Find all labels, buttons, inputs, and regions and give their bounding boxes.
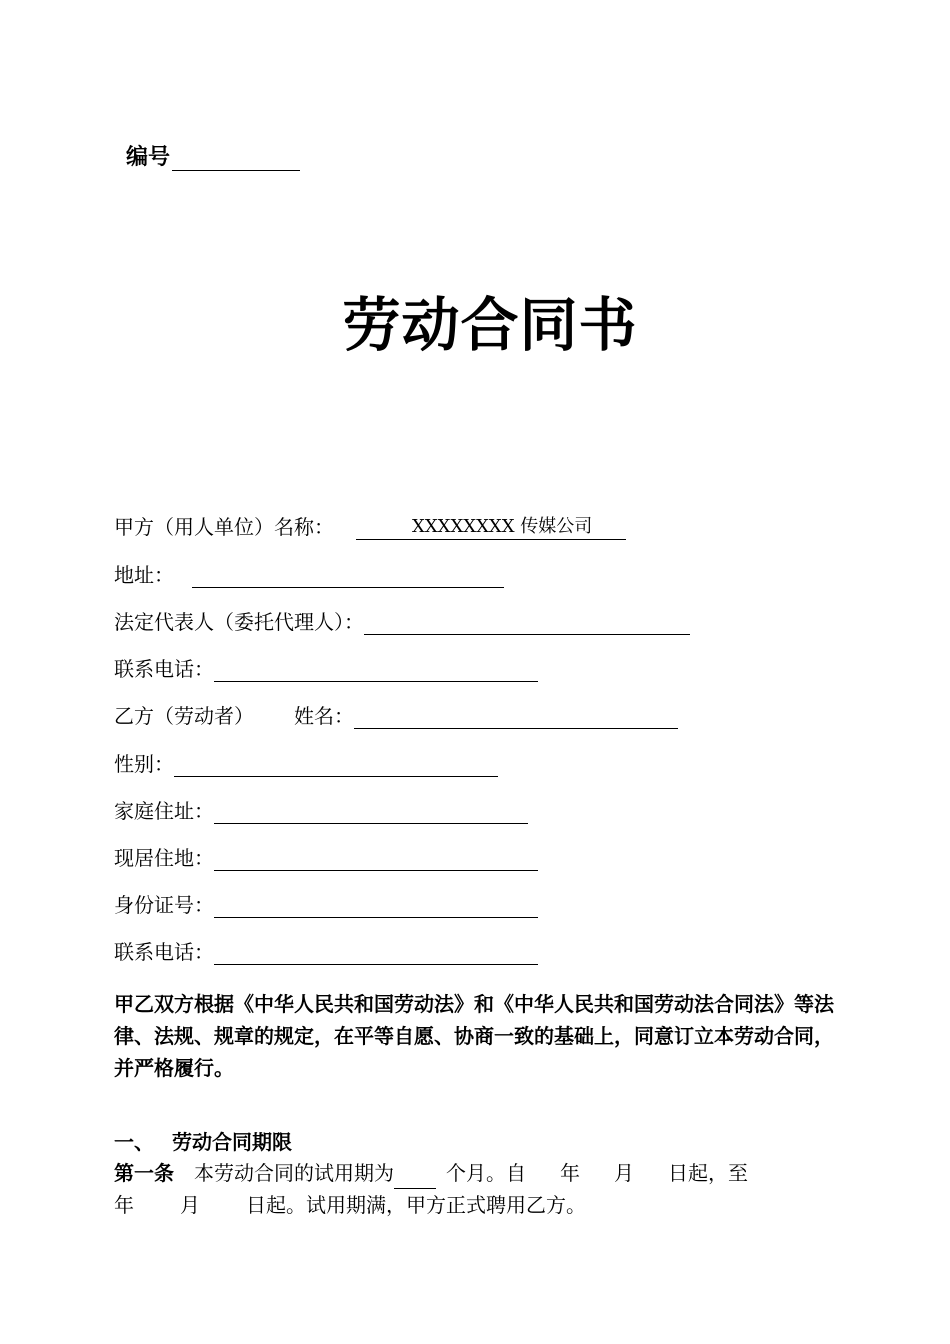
- month-2: 月: [180, 1193, 200, 1217]
- party-a-name-label: 甲方（用人单位）名称：: [114, 515, 334, 539]
- phone-b-blank[interactable]: [214, 942, 538, 965]
- document-number-label: 编号: [126, 145, 171, 170]
- id-number-label: 身份证号：: [114, 893, 214, 917]
- phone-b-label: 联系电话：: [114, 940, 214, 964]
- section-1-heading: [114, 1126, 292, 1155]
- day-1: 日起，至: [668, 1161, 748, 1185]
- section-1-title: 劳动合同期限: [172, 1130, 292, 1154]
- article-1-text-c: 日起。试用期满，甲方正式聘用乙方。: [246, 1193, 586, 1217]
- article-1-text-b: 个月。自: [446, 1161, 526, 1185]
- document-number: [126, 140, 300, 171]
- article-1: [114, 1157, 834, 1221]
- current-address-field: [114, 845, 538, 871]
- home-address-label: 家庭住址：: [114, 799, 214, 823]
- phone-b-field: [114, 939, 538, 965]
- section-1-number: 一、: [114, 1130, 154, 1154]
- current-address-label: 现居住地：: [114, 846, 214, 870]
- phone-a-field: [114, 656, 538, 682]
- party-b-label: 乙方（劳动者）: [114, 704, 254, 728]
- intro-paragraph: 甲乙双方根据《中华人民共和国劳动法》和《中华人民共和国劳动法合同法》等法律、法规、规章的规定，在平等自愿、协商一致的基础上，同意订立本劳动合同，并严格履行。: [114, 992, 834, 1080]
- home-address-blank[interactable]: [214, 801, 528, 824]
- legal-rep-blank[interactable]: [364, 612, 690, 635]
- party-a-name-value[interactable]: XXXXXXXX 传媒公司: [356, 515, 626, 540]
- gender-blank[interactable]: [174, 754, 498, 777]
- month-1: 月: [614, 1161, 634, 1185]
- address-field: [114, 562, 504, 588]
- address-label: 地址：: [114, 563, 174, 587]
- phone-a-label: 联系电话：: [114, 657, 214, 681]
- gender-label: 性别：: [114, 752, 174, 776]
- page-title: 劳动合同书: [342, 291, 638, 359]
- year-2: 年: [114, 1193, 134, 1217]
- phone-a-blank[interactable]: [214, 659, 538, 682]
- probation-months-blank[interactable]: [394, 1168, 436, 1189]
- name-blank[interactable]: [354, 706, 678, 729]
- address-blank[interactable]: [192, 565, 504, 588]
- year-1: 年: [560, 1161, 580, 1185]
- legal-rep-field: [114, 609, 690, 635]
- article-1-text-a: 本劳动合同的试用期为: [194, 1161, 394, 1185]
- document-number-blank[interactable]: [172, 148, 300, 171]
- current-address-blank[interactable]: [214, 848, 538, 871]
- gender-field: [114, 751, 498, 777]
- name-label: 姓名：: [294, 704, 354, 728]
- article-1-label: 第一条: [114, 1161, 174, 1185]
- home-address-field: [114, 798, 528, 824]
- party-b-name-field: [114, 703, 678, 729]
- id-number-blank[interactable]: [214, 895, 538, 918]
- legal-rep-label: 法定代表人（委托代理人）：: [114, 610, 364, 634]
- id-number-field: [114, 892, 538, 918]
- party-a-name-field: [114, 514, 626, 540]
